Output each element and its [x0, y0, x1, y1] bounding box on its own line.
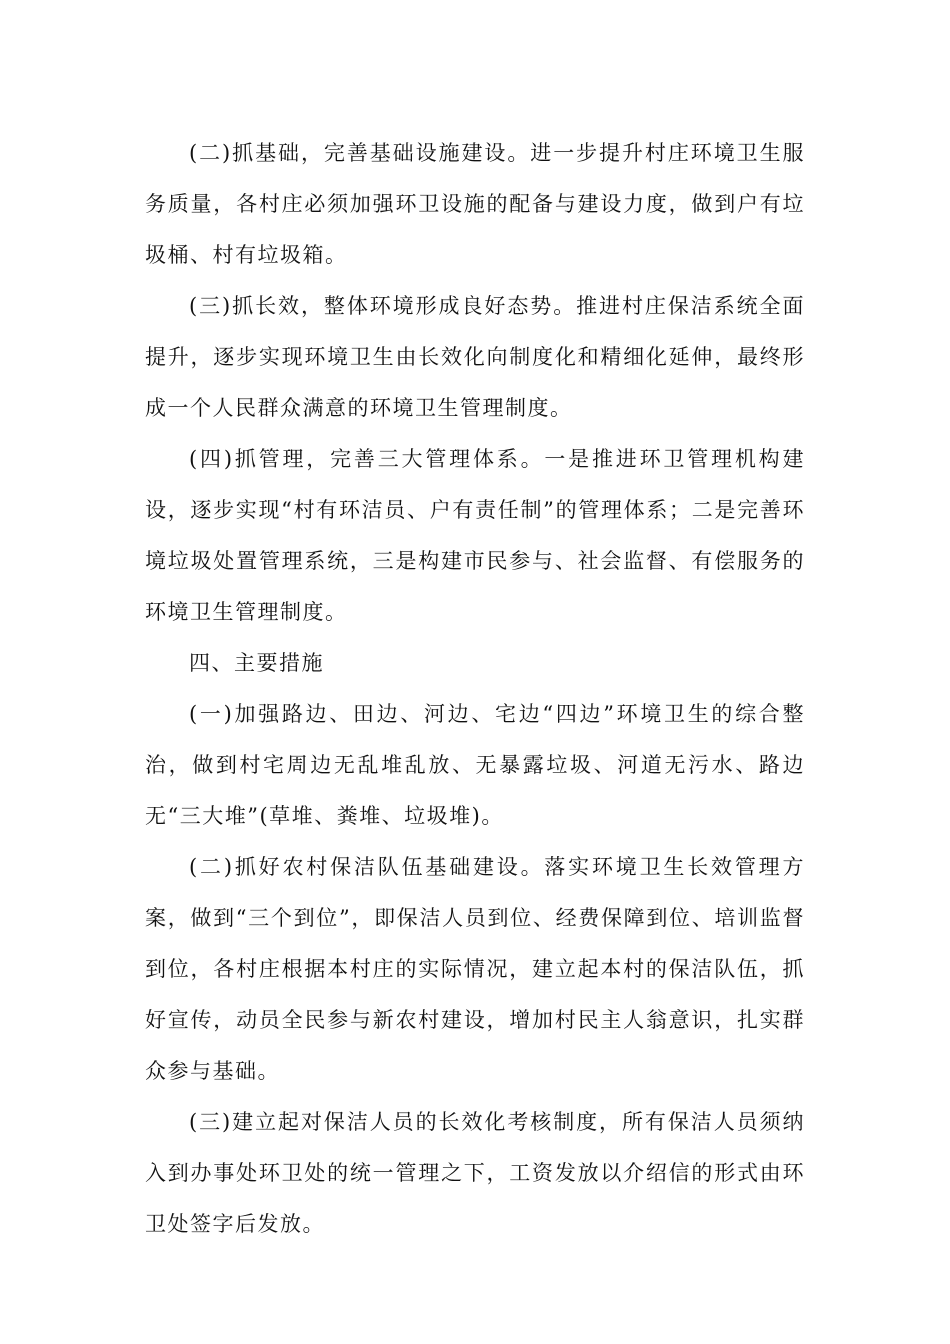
paragraph-long-term: (三)抓长效，整体环境形成良好态势。推进村庄保洁系统全面提升，逐步实现环境卫生由长效化向制度化和精细化延伸，最终形成一个人民群众满意的环境卫生管理制度。 — [145, 294, 805, 420]
measure-item-1: (一)加强路边、田边、河边、宅边“四边”环境卫生的综合整治，做到村宅周边无乱堆乱放、无暴露垃圾、河道无污水、路边无“三大堆”(草堆、粪堆、垃圾堆)。 — [145, 702, 805, 828]
section-heading-main-measures: 四、主要措施 — [189, 651, 324, 675]
measure-item-3: (三)建立起对保洁人员的长效化考核制度，所有保洁人员须纳入到办事处环卫处的统一管理之下，工资发放以介绍信的形式由环卫处签字后发放。 — [145, 1110, 805, 1236]
paragraph-management: (四)抓管理，完善三大管理体系。一是推进环卫管理机构建设，逐步实现“村有环洁员、户有责任制”的管理体系；二是完善环境垃圾处置管理系统，三是构建市民参与、社会监督、有偿服务的环境卫生管理制度。 — [145, 447, 805, 624]
paragraph-infrastructure: (二)抓基础，完善基础设施建设。进一步提升村庄环境卫生服务质量，各村庄必须加强环卫设施的配备与建设力度，做到户有垃圾桶、村有垃圾箱。 — [145, 141, 805, 267]
document-body — [145, 128, 805, 1250]
measure-item-2: (二)抓好农村保洁队伍基础建设。落实环境卫生长效管理方案，做到“三个到位”，即保洁人员到位、经费保障到位、培训监督到位，各村庄根据本村庄的实际情况，建立起本村的保洁队伍，抓好宣传，动员全民参与新农村建设，增加村民主人翁意识，扎实群众参与基础。 — [145, 855, 805, 1083]
